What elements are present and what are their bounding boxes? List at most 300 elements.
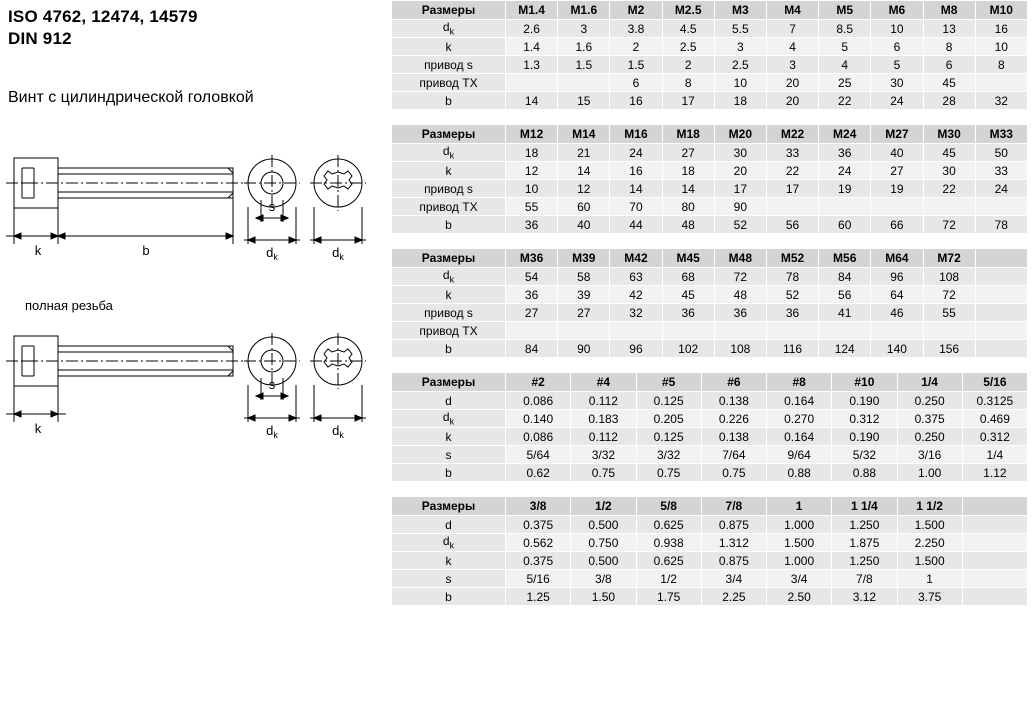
table-header-cell: M52 <box>766 249 818 268</box>
table-cell: 16 <box>975 20 1027 38</box>
table-header-cell: M4 <box>766 1 818 20</box>
dimension-tables <box>391 0 1034 620</box>
table-cell: 0.75 <box>636 464 701 482</box>
table-header-cell: 3/8 <box>506 497 571 516</box>
table-row-label: привод s <box>392 180 506 198</box>
table-cell: 3/4 <box>767 570 832 588</box>
table-header-cell: M3 <box>714 1 766 20</box>
table-cell: 42 <box>610 286 662 304</box>
table-cell: 0.500 <box>571 516 636 534</box>
table-header-cell: #8 <box>767 373 832 392</box>
screw-full-thread-drawing <box>0 318 390 448</box>
table-cell: 1.500 <box>897 552 962 570</box>
left-illustration-column <box>0 0 390 703</box>
table-cell: 60 <box>819 216 871 234</box>
table-cell: 1.50 <box>571 588 636 606</box>
table-cell: 3/8 <box>571 570 636 588</box>
table-cell: 116 <box>766 340 818 358</box>
table-header-cell: M10 <box>975 1 1027 20</box>
svg-text:k: k <box>34 421 42 436</box>
table-header-cell: 7/8 <box>701 497 766 516</box>
table-cell: 32 <box>975 92 1027 110</box>
table-cell: 55 <box>506 198 558 216</box>
table-header-cell: M64 <box>871 249 923 268</box>
table-header-cell: M39 <box>558 249 610 268</box>
table-header-cell: M2 <box>610 1 662 20</box>
table-cell: 0.375 <box>506 516 571 534</box>
table-cell: 0.62 <box>506 464 571 482</box>
page-title <box>8 6 198 50</box>
table-cell: 58 <box>558 268 610 286</box>
table-row <box>392 322 1028 340</box>
table-cell <box>506 74 558 92</box>
table-header-cell <box>962 497 1027 516</box>
table-row-label: b <box>392 216 506 234</box>
table-cell: 36 <box>506 216 558 234</box>
table-cell: 16 <box>610 92 662 110</box>
table-header-cell: M14 <box>558 125 610 144</box>
table-cell: 3 <box>714 38 766 56</box>
table-cell: 24 <box>819 162 871 180</box>
table-cell: 24 <box>871 92 923 110</box>
table-header-cell: M24 <box>819 125 871 144</box>
table-header-cell: M22 <box>766 125 818 144</box>
table-row-label: k <box>392 552 506 570</box>
table-row-label: $d_k$ <box>392 268 506 286</box>
table-cell: 2 <box>610 38 662 56</box>
table-cell: 18 <box>506 144 558 162</box>
table-cell: 0.625 <box>636 516 701 534</box>
table-cell: 0.164 <box>767 392 832 410</box>
table-cell: 44 <box>610 216 662 234</box>
table-cell: 0.140 <box>506 410 571 428</box>
table-row <box>392 74 1028 92</box>
table-cell: 1.5 <box>558 56 610 74</box>
table-row-label: $d_k$ <box>392 20 506 38</box>
table-cell <box>714 322 766 340</box>
table-cell: 0.312 <box>962 428 1027 446</box>
table-cell: 15 <box>558 92 610 110</box>
table-cell: 0.469 <box>962 410 1027 428</box>
table-header-cell: #4 <box>571 373 636 392</box>
table-cell: 1.5 <box>610 56 662 74</box>
svg-text:s: s <box>268 199 276 214</box>
table-cell: 13 <box>923 20 975 38</box>
table-cell: 6 <box>871 38 923 56</box>
table-cell <box>962 552 1027 570</box>
table-row-label: b <box>392 464 506 482</box>
table-header-cell: M12 <box>506 125 558 144</box>
table-cell: 1.75 <box>636 588 701 606</box>
table-row <box>392 428 1028 446</box>
table-header-cell: M27 <box>871 125 923 144</box>
table-cell: 20 <box>714 162 766 180</box>
table-cell: 19 <box>871 180 923 198</box>
table-row <box>392 216 1028 234</box>
table-cell: 0.190 <box>832 392 897 410</box>
table-row <box>392 180 1028 198</box>
table-cell: 0.875 <box>701 516 766 534</box>
table-row-label: $d_k$ <box>392 534 506 552</box>
table-cell: 4 <box>819 56 871 74</box>
table-row-label: d <box>392 516 506 534</box>
table-cell: 60 <box>558 198 610 216</box>
table-cell: 14 <box>610 180 662 198</box>
table-row-label: привод s <box>392 56 506 74</box>
table-cell: 0.226 <box>701 410 766 428</box>
table-cell <box>558 74 610 92</box>
table-row-label: $d_k$ <box>392 410 506 428</box>
table-cell: 1.00 <box>897 464 962 482</box>
table-cell: 10 <box>506 180 558 198</box>
table-header-cell: M33 <box>975 125 1027 144</box>
table-cell: 1/4 <box>962 446 1027 464</box>
table-row-label: привод TX <box>392 322 506 340</box>
table-cell: 36 <box>819 144 871 162</box>
page-title-line2: DIN 912 <box>8 29 72 48</box>
table-header-label: Размеры <box>392 1 506 20</box>
table-row-label: k <box>392 428 506 446</box>
screw-side-view-drawing <box>0 140 390 270</box>
table-row <box>392 570 1028 588</box>
table-header-cell: M48 <box>714 249 766 268</box>
table-cell <box>923 198 975 216</box>
table-cell: 33 <box>766 144 818 162</box>
table-cell: 96 <box>610 340 662 358</box>
table-cell <box>975 340 1027 358</box>
table-cell: 70 <box>610 198 662 216</box>
table-cell: 22 <box>766 162 818 180</box>
table-cell: 3.8 <box>610 20 662 38</box>
table-cell: 0.270 <box>767 410 832 428</box>
table-cell: 78 <box>766 268 818 286</box>
table-cell: 18 <box>662 162 714 180</box>
table-header-label: Размеры <box>392 125 506 144</box>
table-cell: 5.5 <box>714 20 766 38</box>
table-row <box>392 286 1028 304</box>
full-thread-caption: полная резьба <box>25 298 113 313</box>
table-row <box>392 162 1028 180</box>
table-row <box>392 56 1028 74</box>
table-cell: 1.312 <box>701 534 766 552</box>
table-cell: 45 <box>923 74 975 92</box>
table-header-cell: 1 <box>767 497 832 516</box>
table-row <box>392 340 1028 358</box>
table-header-cell: M16 <box>610 125 662 144</box>
svg-text:b: b <box>142 243 150 258</box>
table-cell: 72 <box>714 268 766 286</box>
table-cell: 90 <box>714 198 766 216</box>
table-cell: 18 <box>714 92 766 110</box>
table-row <box>392 20 1028 38</box>
table-cell: 1.000 <box>767 516 832 534</box>
table-cell: 84 <box>506 340 558 358</box>
dimension-table <box>391 124 1028 234</box>
table-cell: 27 <box>871 162 923 180</box>
svg-text:dk: $d_k$ <box>332 245 344 262</box>
table-header-cell: 5/16 <box>962 373 1027 392</box>
dimension-table <box>391 372 1028 482</box>
table-cell: 1.875 <box>832 534 897 552</box>
table-header-cell: M5 <box>819 1 871 20</box>
table-cell: 7/64 <box>701 446 766 464</box>
table-cell: 6 <box>610 74 662 92</box>
table-row <box>392 144 1028 162</box>
table-cell: 36 <box>714 304 766 322</box>
table-cell: 4.5 <box>662 20 714 38</box>
table-header-cell: M2.5 <box>662 1 714 20</box>
table-header-cell: M56 <box>819 249 871 268</box>
table-row-label: привод TX <box>392 74 506 92</box>
table-cell: 0.125 <box>636 392 701 410</box>
table-row <box>392 534 1028 552</box>
table-cell: 28 <box>923 92 975 110</box>
table-row-label: привод TX <box>392 198 506 216</box>
table-cell: 66 <box>871 216 923 234</box>
table-cell: 140 <box>871 340 923 358</box>
table-cell <box>766 198 818 216</box>
table-cell <box>962 534 1027 552</box>
table-cell: 0.112 <box>571 392 636 410</box>
table-cell <box>975 304 1027 322</box>
table-cell: 0.75 <box>571 464 636 482</box>
table-row <box>392 516 1028 534</box>
table-cell: 40 <box>558 216 610 234</box>
table-cell: 0.205 <box>636 410 701 428</box>
table-cell <box>610 322 662 340</box>
svg-text:k: k <box>34 243 42 258</box>
table-cell: 12 <box>506 162 558 180</box>
table-cell: 108 <box>714 340 766 358</box>
table-cell <box>975 286 1027 304</box>
table-row-label: b <box>392 588 506 606</box>
table-cell: 21 <box>558 144 610 162</box>
svg-text:dk: $d_k$ <box>266 423 278 440</box>
table-cell: 3 <box>766 56 818 74</box>
table-cell: 0.88 <box>767 464 832 482</box>
table-header-cell: 1 1/4 <box>832 497 897 516</box>
table-cell: 16 <box>610 162 662 180</box>
table-row-label: k <box>392 38 506 56</box>
table-cell <box>871 198 923 216</box>
table-cell: 102 <box>662 340 714 358</box>
table-cell: 22 <box>923 180 975 198</box>
table-cell: 5/16 <box>506 570 571 588</box>
table-cell: 3 <box>558 20 610 38</box>
table-cell: 0.125 <box>636 428 701 446</box>
table-cell: 7 <box>766 20 818 38</box>
dimension-table <box>391 0 1028 110</box>
table-cell: 0.190 <box>832 428 897 446</box>
table-cell: 10 <box>871 20 923 38</box>
table-cell: 20 <box>766 92 818 110</box>
table-cell: 0.250 <box>897 428 962 446</box>
table-header-cell: 1/2 <box>571 497 636 516</box>
table-cell: 0.625 <box>636 552 701 570</box>
table-cell: 45 <box>923 144 975 162</box>
table-cell: 54 <box>506 268 558 286</box>
table-header-cell <box>975 249 1027 268</box>
table-cell: 2.250 <box>897 534 962 552</box>
table-cell: 17 <box>662 92 714 110</box>
table-cell <box>766 322 818 340</box>
table-cell: 2.25 <box>701 588 766 606</box>
svg-text:s: s <box>268 377 276 392</box>
table-header-row <box>392 497 1028 516</box>
table-cell: 25 <box>819 74 871 92</box>
table-cell: 19 <box>819 180 871 198</box>
table-cell: 24 <box>610 144 662 162</box>
table-cell: 0.375 <box>897 410 962 428</box>
table-header-cell: 1 1/2 <box>897 497 962 516</box>
table-header-cell: M1.6 <box>558 1 610 20</box>
table-cell: 2.5 <box>714 56 766 74</box>
table-row <box>392 588 1028 606</box>
table-header-row <box>392 1 1028 20</box>
table-cell: 80 <box>662 198 714 216</box>
table-cell: 0.086 <box>506 392 571 410</box>
table-cell: 0.250 <box>897 392 962 410</box>
table-cell: 1.250 <box>832 552 897 570</box>
table-header-cell: #2 <box>506 373 571 392</box>
table-cell <box>819 322 871 340</box>
table-cell: 3/16 <box>897 446 962 464</box>
table-cell <box>962 516 1027 534</box>
table-cell: 63 <box>610 268 662 286</box>
table-cell: 0.875 <box>701 552 766 570</box>
table-cell: 50 <box>975 144 1027 162</box>
table-cell: 72 <box>923 216 975 234</box>
table-header-cell: 5/8 <box>636 497 701 516</box>
table-cell: 33 <box>975 162 1027 180</box>
table-cell: 27 <box>662 144 714 162</box>
table-cell: 84 <box>819 268 871 286</box>
table-cell: 48 <box>714 286 766 304</box>
table-cell: 8 <box>662 74 714 92</box>
tables-root <box>391 0 1034 606</box>
table-cell: 1.500 <box>767 534 832 552</box>
table-cell: 24 <box>975 180 1027 198</box>
table-cell: 0.750 <box>571 534 636 552</box>
svg-text:dk: $d_k$ <box>332 423 344 440</box>
table-cell: 4 <box>766 38 818 56</box>
table-cell: 1.25 <box>506 588 571 606</box>
table-row-label: s <box>392 446 506 464</box>
table-row <box>392 304 1028 322</box>
table-cell <box>923 322 975 340</box>
table-cell: 22 <box>819 92 871 110</box>
table-cell: 10 <box>714 74 766 92</box>
table-cell: 0.375 <box>506 552 571 570</box>
table-cell: 8 <box>975 56 1027 74</box>
table-cell: 17 <box>714 180 766 198</box>
table-cell: 30 <box>714 144 766 162</box>
table-cell: 56 <box>819 286 871 304</box>
table-header-cell: 1/4 <box>897 373 962 392</box>
table-header-cell: M18 <box>662 125 714 144</box>
table-cell: 64 <box>871 286 923 304</box>
table-header-cell: #10 <box>832 373 897 392</box>
table-cell <box>871 322 923 340</box>
table-cell: 0.75 <box>701 464 766 482</box>
table-cell: 39 <box>558 286 610 304</box>
table-cell: 30 <box>871 74 923 92</box>
table-cell <box>975 322 1027 340</box>
table-cell <box>962 570 1027 588</box>
table-cell: 0.500 <box>571 552 636 570</box>
table-cell: 0.112 <box>571 428 636 446</box>
table-header-cell: M6 <box>871 1 923 20</box>
table-cell: 1.12 <box>962 464 1027 482</box>
table-header-label: Размеры <box>392 497 506 516</box>
table-row-label: k <box>392 286 506 304</box>
table-cell <box>819 198 871 216</box>
table-row <box>392 392 1028 410</box>
table-cell: 1.000 <box>767 552 832 570</box>
table-cell: 36 <box>506 286 558 304</box>
table-cell: 32 <box>610 304 662 322</box>
table-cell: 1.250 <box>832 516 897 534</box>
table-row <box>392 464 1028 482</box>
table-header-cell: #5 <box>636 373 701 392</box>
table-header-cell: M42 <box>610 249 662 268</box>
table-cell: 6 <box>923 56 975 74</box>
table-header-cell: M30 <box>923 125 975 144</box>
table-cell: 68 <box>662 268 714 286</box>
table-cell <box>975 268 1027 286</box>
table-cell: 30 <box>923 162 975 180</box>
table-cell: 3/4 <box>701 570 766 588</box>
table-cell: 41 <box>819 304 871 322</box>
table-header-label: Размеры <box>392 249 506 268</box>
table-cell: 3/32 <box>636 446 701 464</box>
dimension-table <box>391 248 1028 358</box>
table-row-label: k <box>392 162 506 180</box>
table-row-label: d <box>392 392 506 410</box>
table-cell <box>662 322 714 340</box>
svg-text:dk: $d_k$ <box>266 245 278 262</box>
table-cell: 1.4 <box>506 38 558 56</box>
table-cell: 0.938 <box>636 534 701 552</box>
table-cell: 27 <box>558 304 610 322</box>
table-row-label: $d_k$ <box>392 144 506 162</box>
table-cell: 14 <box>662 180 714 198</box>
table-row-label: s <box>392 570 506 588</box>
table-header-row <box>392 125 1028 144</box>
page-subtitle: Винт с цилиндрической головкой <box>8 89 254 106</box>
table-row <box>392 446 1028 464</box>
table-cell: 52 <box>766 286 818 304</box>
table-cell: 46 <box>871 304 923 322</box>
table-cell: 2.50 <box>767 588 832 606</box>
table-cell <box>962 588 1027 606</box>
table-cell: 1.3 <box>506 56 558 74</box>
table-cell: 72 <box>923 286 975 304</box>
table-cell: 27 <box>506 304 558 322</box>
table-cell: 5 <box>871 56 923 74</box>
table-cell: 0.138 <box>701 428 766 446</box>
table-row-label: b <box>392 92 506 110</box>
table-cell: 0.562 <box>506 534 571 552</box>
table-cell: 1.500 <box>897 516 962 534</box>
table-cell: 0.164 <box>767 428 832 446</box>
table-cell: 2.5 <box>662 38 714 56</box>
table-cell: 0.183 <box>571 410 636 428</box>
table-cell <box>558 322 610 340</box>
table-row <box>392 268 1028 286</box>
table-cell: 56 <box>766 216 818 234</box>
table-cell: 9/64 <box>767 446 832 464</box>
